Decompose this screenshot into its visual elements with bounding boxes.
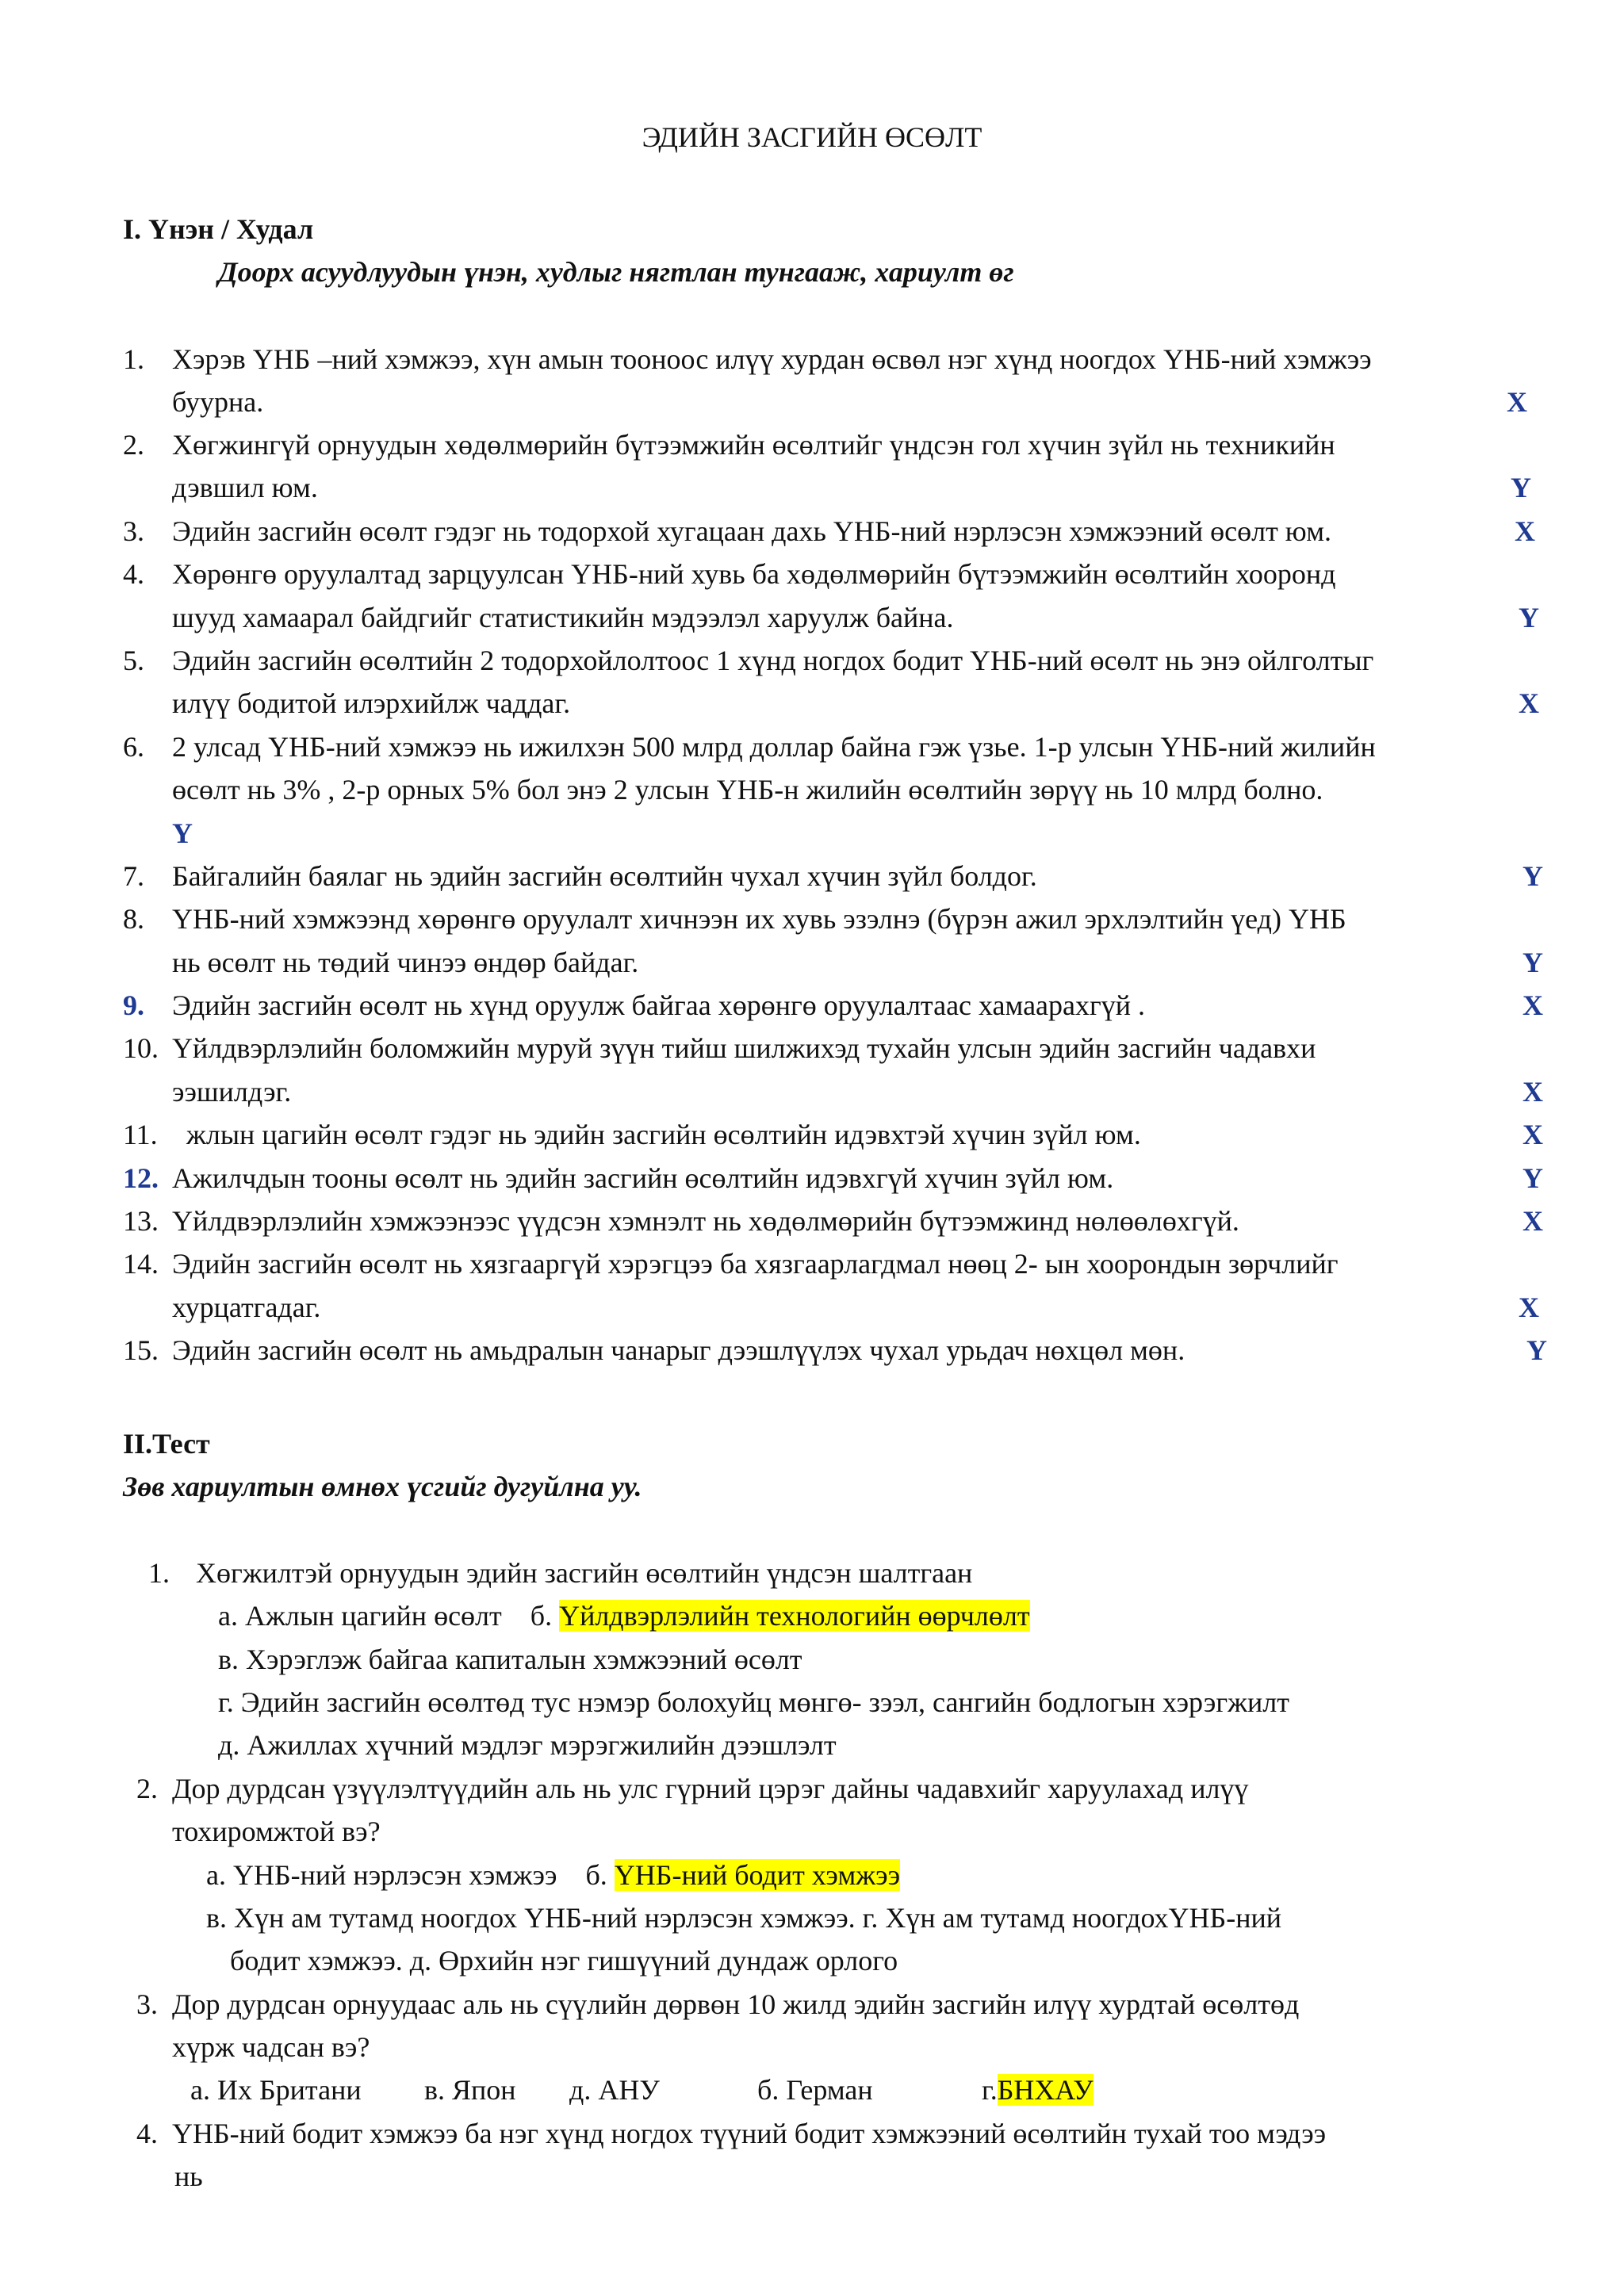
item-text: Ажилчдын тооны өсөлт нь эдийн засгийн өсөлтийн идэвхгүй хүчин зүйл юм. <box>172 1162 1114 1194</box>
item-text: Хэрэв ҮНБ –ний хэмжээ, хүн амын тооноос илүү хурдан өсвөл нэг хүнд ноогдох ҮНБ-ний хэмжээ <box>172 343 1372 375</box>
question-text: ҮНБ-ний бодит хэмжээ ба нэг хүнд ногдох түүний бодит хэмжээний өсөлтийн тухай тоо мэдээ <box>172 2118 1327 2149</box>
item-text: хурцатгадаг. <box>172 1292 321 1323</box>
answer-mark: Ү <box>172 817 193 849</box>
item-text: Хөгжингүй орнуудын хөдөлмөрийн бүтээмжийн өсөлтийг үндсэн гол хүчин зүйл нь техникийн <box>172 429 1335 461</box>
item-number: 6. <box>123 731 144 763</box>
section1-instruction: Доорх асуудлуудын үнэн, худлыг нягтлан тунгааж, хариулт өг <box>218 256 1014 288</box>
answer-mark: Ү <box>1511 472 1531 503</box>
item-number: 9. <box>123 989 144 1021</box>
item-text: өсөлт нь 3% , 2-р орных 5% бол энэ 2 улсын ҮНБ-н жилийн өсөлтийн зөрүү нь 10 млрд болно. <box>172 774 1323 806</box>
item-text: Эдийн засгийн өсөлтийн 2 тодорхойлолтоос 1 хүнд ногдох бодит ҮНБ-ний өсөлт нь энэ ойлголтыг <box>172 645 1374 676</box>
answer-mark: Х <box>1522 989 1543 1021</box>
section1-heading: I. Үнэн / Худал <box>123 213 314 245</box>
answer-mark: Ү <box>1522 947 1543 978</box>
option-a: а. Ажлын цагийн өсөлт <box>218 1600 502 1632</box>
option-line <box>218 1599 1030 1633</box>
item-text: Эдийн засгийн өсөлт нь амьдралын чанарыг дээшлүүлэх чухал урьдач нөхцөл мөн. <box>172 1334 1185 1366</box>
option-c: д. АНУ <box>569 2074 660 2106</box>
question-text: Дор дурдсан орнуудаас аль нь сүүлийн дөрвөн 10 жилд эдийн засгийн илүү хурдтай өсөлтөд <box>172 1988 1300 2020</box>
answer-mark: Ү <box>1526 1334 1547 1366</box>
answer-mark: Х <box>1507 386 1527 418</box>
option-e-prefix: г. <box>982 2074 998 2106</box>
item-number: 15. <box>123 1334 159 1366</box>
item-text: нь өсөлт нь төдий чинээ өндөр байдаг. <box>172 947 639 978</box>
option-d-line: бодит хэмжээ. д. Өрхийн нэг гишүүний дундаж орлого <box>230 1945 898 1976</box>
item-text: ээшилдэг. <box>172 1076 292 1108</box>
answer-mark: Ү <box>1519 602 1539 633</box>
question-text: Хөгжилтэй орнуудын эдийн засгийн өсөлтийн үндсэн шалтгаан <box>196 1557 973 1589</box>
item-number: 12. <box>123 1162 159 1194</box>
item-text: шууд хамаарал байдгийг статистикийн мэдээлэл харуулж байна. <box>172 602 954 633</box>
answer-mark: Ү <box>1522 1162 1543 1194</box>
question-number: 2. <box>136 1773 158 1804</box>
item-text: ҮНБ-ний хэмжээнд хөрөнгө оруулалт хичнээн их хувь эзэлнэ (бүрэн ажил эрхлэлтийн үед) ҮНБ <box>172 903 1346 935</box>
item-number: 4. <box>123 558 144 590</box>
answer-mark: Х <box>1522 1076 1543 1108</box>
answer-mark: Ү <box>1522 860 1543 892</box>
item-text: дэвшил юм. <box>172 472 318 503</box>
answer-mark: Х <box>1515 515 1535 547</box>
question-text: Дор дурдсан үзүүлэлтүүдийн аль нь улс гүрний цэрэг дайны чадавхийг харуулахад илүү <box>172 1773 1249 1804</box>
item-number: 11. <box>123 1119 158 1150</box>
item-text: Үйлдвэрлэлийн хэмжээнээс үүдсэн хэмнэлт нь хөдөлмөрийн бүтээмжинд нөлөөлөхгүй. <box>172 1205 1239 1237</box>
option-b: в. Япон <box>424 2074 516 2106</box>
answer-mark: Х <box>1519 1292 1539 1323</box>
option-line <box>206 1858 900 1892</box>
section2-heading: II.Тест <box>123 1428 210 1460</box>
option-b-prefix: б. <box>585 1859 615 1891</box>
question-number: 1. <box>148 1557 170 1589</box>
option-c-line: в. Хүн ам тутамд ноогдох ҮНБ-ний нэрлэсэн хэмжээ. г. Хүн ам тутамд ноогдохҮНБ-ний <box>206 1902 1281 1934</box>
item-number: 5. <box>123 645 144 676</box>
question-number: 3. <box>136 1988 158 2020</box>
question-number: 4. <box>136 2118 158 2149</box>
option-e: д. Ажиллах хүчний мэдлэг мэрэгжилийн дээшлэлт <box>218 1729 837 1761</box>
option-b-highlighted: Үйлдвэрлэлийн технологийн өөрчлөлт <box>559 1600 1030 1632</box>
answer-mark: Х <box>1522 1205 1543 1237</box>
question-text: тохиромжтой вэ? <box>172 1816 381 1847</box>
option-e-line <box>982 2073 1094 2107</box>
answer-mark: Х <box>1519 687 1539 719</box>
item-text: Эдийн засгийн өсөлт нь хязгааргүй хэрэгцээ ба хязгаарлагдмал нөөц 2- ын хоорондын зөрчлийг <box>172 1248 1339 1280</box>
page-title: ЭДИЙН ЗАСГИЙН ӨСӨЛТ <box>642 121 982 153</box>
option-d: г. Эдийн засгийн өсөлтөд тус нэмэр болохуйц мөнгө- зээл, сангийн бодлогын хэрэгжилт <box>218 1686 1289 1718</box>
option-a: а. Их Британи <box>190 2074 362 2106</box>
item-number: 7. <box>123 860 144 892</box>
item-text: Эдийн засгийн өсөлт гэдэг нь тодорхой хугацаан дахь ҮНБ-ний нэрлэсэн хэмжээний өсөлт юм. <box>172 515 1332 547</box>
question-text: хүрж чадсан вэ? <box>172 2031 370 2063</box>
item-text: 2 улсад ҮНБ-ний хэмжээ нь ижилхэн 500 млрд доллар байна гэж үзье. 1-р улсын ҮНБ-ний жилийн <box>172 731 1376 763</box>
option-c: в. Хэрэглэж байгаа капиталын хэмжээний өсөлт <box>218 1644 802 1675</box>
item-number: 13. <box>123 1205 159 1237</box>
item-text: Эдийн засгийн өсөлт нь хүнд оруулж байгаа хөрөнгө оруулалтаас хамаарахгүй . <box>172 989 1146 1021</box>
item-text: жлын цагийн өсөлт гэдэг нь эдийн засгийн өсөлтийн идэвхтэй хүчин зүйл юм. <box>186 1119 1141 1150</box>
option-b-highlighted: ҮНБ-ний бодит хэмжээ <box>614 1859 901 1891</box>
item-number: 1. <box>123 343 144 375</box>
item-number: 14. <box>123 1248 159 1280</box>
item-number: 10. <box>123 1032 159 1064</box>
item-number: 3. <box>123 515 144 547</box>
section2-instruction: Зөв хариултын өмнөх үсгийг дугуйлна уу. <box>123 1471 642 1502</box>
item-text: Үйлдвэрлэлийн боломжийн муруй зүүн тийш шилжихэд тухайн улсын эдийн засгийн чадавхи <box>172 1032 1316 1064</box>
item-text: буурна. <box>172 386 264 418</box>
item-number: 2. <box>123 429 144 461</box>
option-e-highlighted: БНХАУ <box>997 2074 1094 2106</box>
question-text: нь <box>174 2160 203 2192</box>
item-text: Байгалийн баялаг нь эдийн засгийн өсөлтийн чухал хүчин зүйл болдог. <box>172 860 1037 892</box>
option-b-prefix: б. <box>530 1600 560 1632</box>
answer-mark: Х <box>1522 1119 1543 1150</box>
item-text: илүү бодитой илэрхийлж чаддаг. <box>172 687 571 719</box>
option-a: а. ҮНБ-ний нэрлэсэн хэмжээ <box>206 1859 557 1891</box>
item-text: Хөрөнгө оруулалтад зарцуулсан ҮНБ-ний хувь ба хөдөлмөрийн бүтээмжийн өсөлтийн хооронд <box>172 558 1336 590</box>
item-number: 8. <box>123 903 144 935</box>
option-d: б. Герман <box>757 2074 873 2106</box>
